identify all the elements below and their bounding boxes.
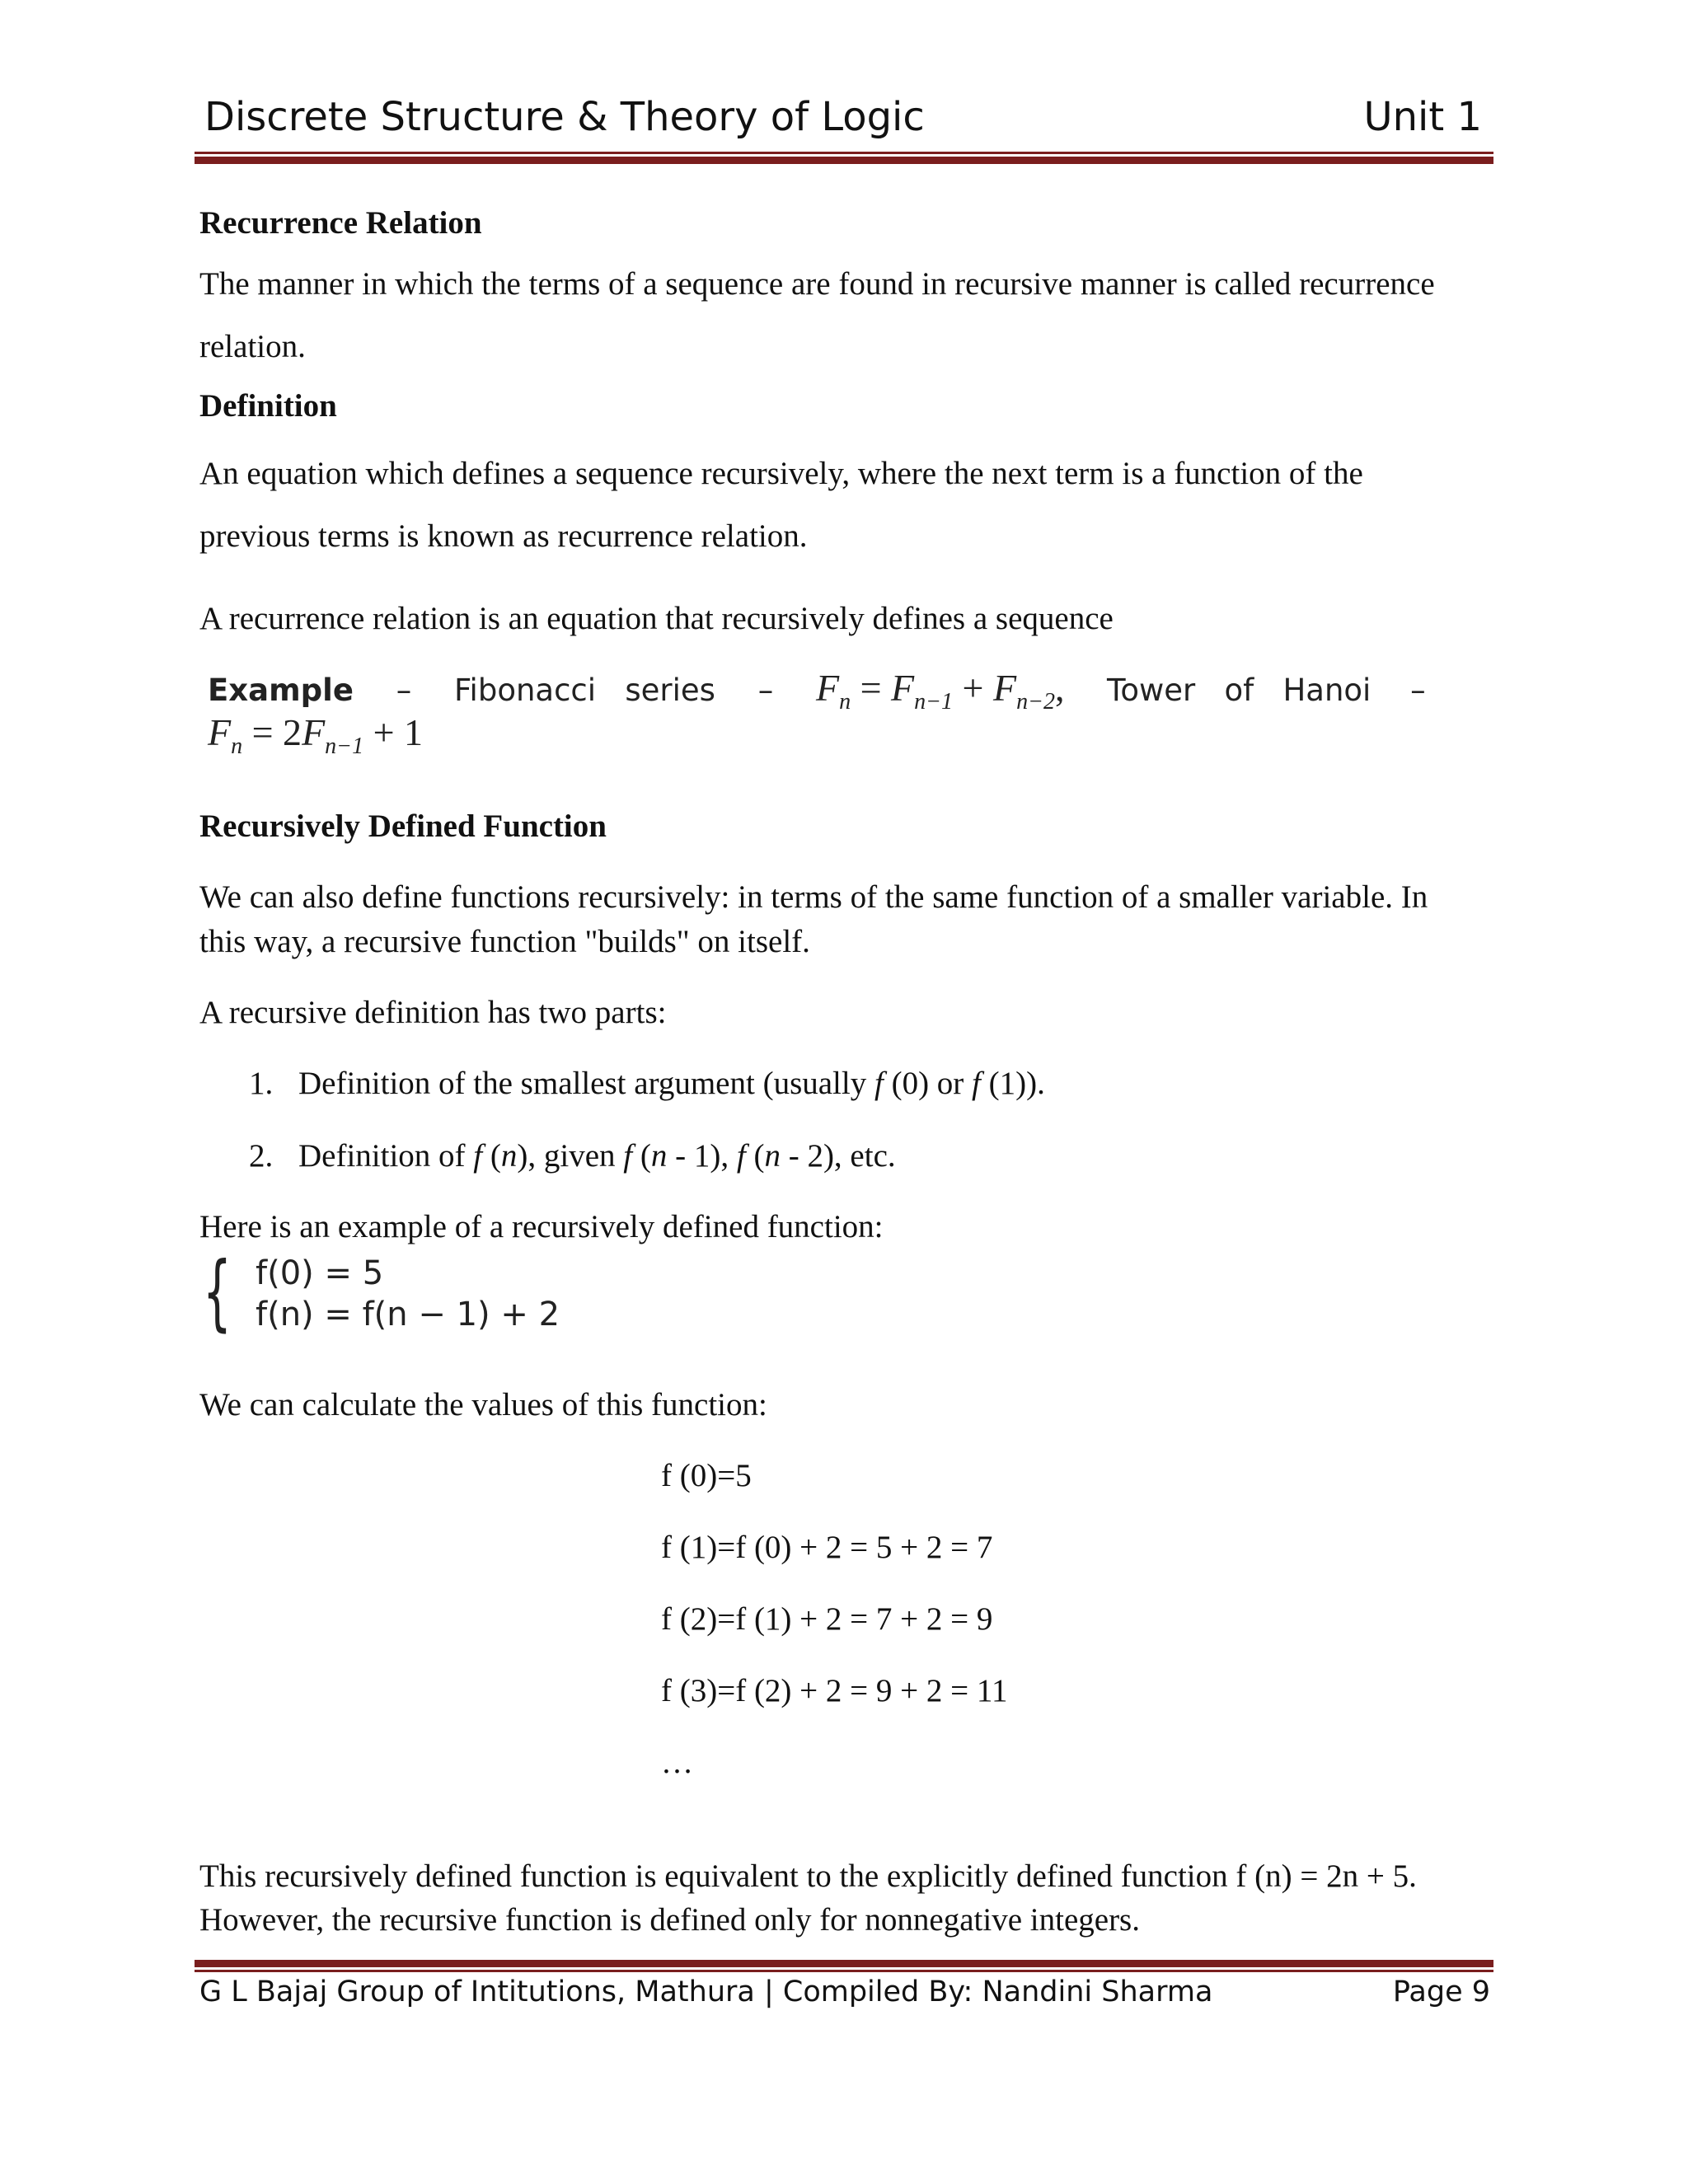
header-rule-thin (195, 152, 1493, 154)
header-rule-thick (195, 157, 1493, 164)
calc-intro: We can calculate the values of this function: (199, 1387, 767, 1422)
calc-line: f (3)=f (2) + 2 = 9 + 2 = 11 (661, 1673, 1008, 1708)
left-brace-icon: { (203, 1244, 232, 1340)
example-dash-2: – (757, 673, 774, 708)
footer-rule-thick (195, 1960, 1493, 1967)
conclusion-line2: However, the recursive function is defined only for nonnegative integers. (199, 1902, 1140, 1938)
list-item: 1. Definition of the smallest argument (usually f (0) or f (1)). (249, 1066, 1045, 1101)
hanoi-label: Tower of Hanoi (1107, 673, 1372, 708)
function-def-line2: f(n) = f(n − 1) + 2 (256, 1296, 560, 1333)
calc-line: f (2)=f (1) + 2 = 7 + 2 = 9 (661, 1601, 993, 1637)
recurrence-text-line1: The manner in which the terms of a sequence are found in recursive manner is called recurrence (199, 266, 1435, 302)
recurrence-summary: A recurrence relation is an equation that recursively defines a sequence (199, 601, 1114, 636)
example-dash-3: – (1410, 673, 1426, 708)
footer-left: G L Bajaj Group of Intitutions, Mathura | Compiled By: Nandini Sharma (199, 1975, 1213, 2008)
header-title: Discrete Structure & Theory of Logic (204, 94, 925, 140)
footer-page-number: Page 9 (1392, 1975, 1490, 2008)
definition-heading: Definition (199, 388, 337, 424)
recursive-heading: Recursively Defined Function (199, 808, 607, 844)
list-item-text: Definition of the smallest argument (usually (298, 1066, 874, 1101)
fibonacci-formula: $F_n = F_{n-1} + F_{n-2}$, (815, 667, 1065, 715)
calc-line: f (1)=f (0) + 2 = 5 + 2 = 7 (661, 1530, 993, 1565)
list-number: 1. (249, 1066, 274, 1101)
example-line2 (208, 710, 423, 760)
header-unit: Unit 1 (1363, 94, 1482, 140)
calc-ellipsis: … (661, 1745, 693, 1780)
recursive-text-line2: this way, a recursive function "builds" on itself. (199, 924, 810, 959)
recurrence-heading: Recurrence Relation (199, 205, 482, 241)
example-label: Example (208, 673, 354, 708)
recurrence-text-line2: relation. (199, 329, 306, 364)
conclusion-line1: This recursively defined function is equivalent to the explicitly defined function f (n) = 2n + 5. (199, 1858, 1417, 1894)
definition-text-line1: An equation which defines a sequence recursively, where the next term is a function of the (199, 456, 1363, 491)
list-item-text: Definition of (298, 1138, 474, 1174)
example-intro: Here is an example of a recursively defined function: (199, 1209, 884, 1244)
two-parts-intro: A recursive definition has two parts: (199, 995, 667, 1030)
list-item: 2. Definition of f (n), given f (n - 1), f (n - 2), etc. (249, 1138, 896, 1174)
recursive-text-line1: We can also define functions recursively: in terms of the same function of a smaller variable. In (199, 879, 1428, 915)
fibonacci-label: Fibonacci series (453, 673, 715, 708)
list-number: 2. (249, 1138, 274, 1174)
function-def-line1: f(0) = 5 (256, 1254, 384, 1292)
definition-text-line2: previous terms is known as recurrence relation. (199, 518, 808, 554)
hanoi-formula: $F_n = 2F_{n-1} + 1$ (208, 711, 424, 760)
footer-rule-thin (195, 1970, 1493, 1972)
calc-line: f (0)=5 (661, 1458, 752, 1493)
example-line1 (208, 666, 1426, 715)
example-dash-1: – (396, 673, 412, 708)
